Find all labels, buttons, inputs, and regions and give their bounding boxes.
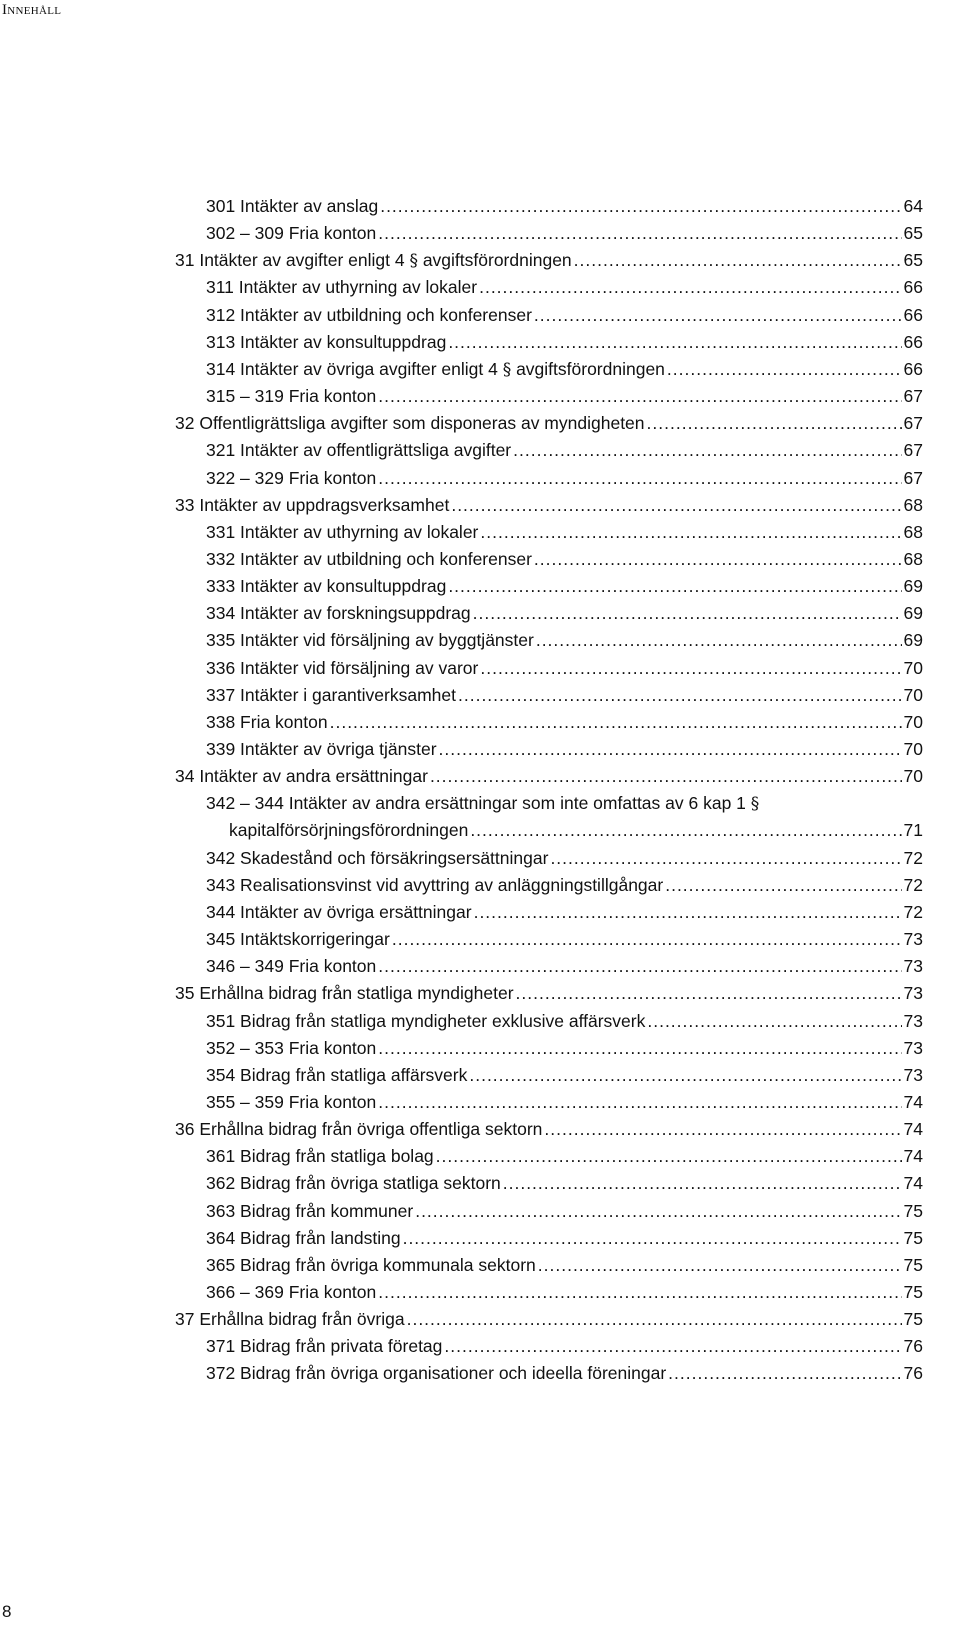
- toc-entry-label: 344 Intäkter av övriga ersättningar: [206, 901, 472, 922]
- toc-leader-dots: [378, 467, 901, 489]
- toc-entry[interactable]: [175, 249, 923, 272]
- toc-entry-page: 75: [903, 1309, 923, 1330]
- toc-entry-label: 331 Intäkter av uthyrning av lokaler: [206, 521, 479, 542]
- toc-entry-label: 343 Realisationsvinst vid avyttring av anläggningstillgångar: [206, 874, 664, 895]
- toc-entry-page: 66: [903, 331, 923, 352]
- toc-entry[interactable]: [206, 901, 923, 923]
- toc-entry[interactable]: [206, 1200, 923, 1222]
- toc-leader-dots: [473, 602, 902, 624]
- toc-entry-label: 336 Intäkter vid försäljning av varor: [206, 657, 479, 678]
- toc-entry[interactable]: [229, 819, 923, 841]
- toc-leader-dots: [534, 304, 902, 326]
- toc-entry-label: 332 Intäkter av utbildning och konferenser: [206, 548, 532, 569]
- toc-entry[interactable]: [206, 629, 923, 651]
- toc-entry[interactable]: [206, 711, 923, 733]
- toc-leader-dots: [534, 548, 902, 570]
- toc-entry-page: 68: [903, 494, 923, 515]
- toc-entry-label: 37 Erhållna bidrag från övriga: [175, 1309, 405, 1330]
- toc-entry[interactable]: [206, 331, 923, 353]
- toc-entry[interactable]: [206, 874, 923, 896]
- toc-entry-page: 75: [903, 1200, 923, 1221]
- toc-leader-dots: [378, 1281, 901, 1303]
- toc-entry-page: 66: [903, 277, 923, 298]
- toc-entry-page: 68: [903, 521, 923, 542]
- toc-entry[interactable]: [206, 1172, 923, 1194]
- toc-leader-dots: [574, 249, 902, 271]
- toc-entry[interactable]: [206, 467, 923, 489]
- toc-entry[interactable]: [206, 1064, 923, 1086]
- toc-entry-label: 346 – 349 Fria konton: [206, 956, 377, 977]
- toc-entry-page: 75: [903, 1254, 923, 1275]
- toc-entry[interactable]: [206, 847, 923, 869]
- toc-leader-dots: [403, 1227, 902, 1249]
- toc-entry-page: 74: [903, 1119, 923, 1140]
- toc-entry-page: 66: [903, 358, 923, 379]
- toc-entry-page: 74: [903, 1091, 923, 1112]
- toc-leader-dots: [436, 1145, 902, 1167]
- toc-leader-dots: [378, 1037, 901, 1059]
- toc-leader-dots: [544, 1118, 901, 1140]
- toc-leader-dots: [667, 358, 902, 380]
- page-number: 8: [2, 1602, 12, 1621]
- toc-entry[interactable]: [206, 738, 923, 760]
- toc-leader-dots: [458, 684, 902, 706]
- toc-entry-label: 314 Intäkter av övriga avgifter enligt 4 § avgiftsförordningen: [206, 358, 665, 380]
- toc-entry-label: 335 Intäkter vid försäljning av byggtjänster: [206, 630, 534, 651]
- toc-leader-dots: [378, 385, 901, 407]
- toc-leader-dots: [516, 982, 902, 1004]
- toc-entry[interactable]: [206, 548, 923, 570]
- toc-entry[interactable]: [206, 792, 923, 815]
- toc-entry[interactable]: [206, 1281, 923, 1303]
- toc-entry[interactable]: [206, 222, 923, 244]
- toc-entry-page: 75: [903, 1227, 923, 1248]
- toc-entry[interactable]: [206, 928, 923, 950]
- toc-leader-dots: [536, 629, 902, 651]
- toc-entry-page: 73: [903, 1064, 923, 1085]
- toc-entry-label: 364 Bidrag från landsting: [206, 1227, 401, 1248]
- toc-entry-page: 69: [903, 576, 923, 597]
- toc-leader-dots: [448, 575, 901, 597]
- toc-leader-dots: [479, 276, 901, 298]
- toc-entry-label: 337 Intäkter i garantiverksamhet: [206, 684, 456, 705]
- toc-leader-dots: [513, 439, 901, 461]
- toc-entry[interactable]: [206, 602, 923, 624]
- toc-entry-page: 73: [903, 956, 923, 977]
- toc-entry-page: 72: [903, 847, 923, 868]
- toc-entry-page: 67: [903, 467, 923, 488]
- toc-entry-label: kapitalförsörjningsförordningen: [229, 820, 469, 841]
- toc-entry-page: 69: [903, 630, 923, 651]
- toc-entry-label: 315 – 319 Fria konton: [206, 386, 377, 407]
- toc-leader-dots: [378, 222, 901, 244]
- toc-entry-page: 76: [903, 1363, 923, 1384]
- toc-leader-dots: [378, 955, 901, 977]
- toc-entry-page: 72: [903, 874, 923, 895]
- toc-entry-label: 354 Bidrag från statliga affärsverk: [206, 1064, 468, 1085]
- toc-entry-label: 342 – 344 Intäkter av andra ersättningar som inte omfattas av 6 kap 1 §: [206, 793, 760, 815]
- toc-entry[interactable]: [206, 1091, 923, 1113]
- toc-entry[interactable]: [206, 657, 923, 679]
- toc-leader-dots: [665, 874, 901, 896]
- toc-entry[interactable]: [206, 1254, 923, 1276]
- toc-entry[interactable]: [206, 521, 923, 543]
- toc-entry[interactable]: [206, 358, 923, 381]
- toc-leader-dots: [474, 901, 902, 923]
- toc-entry-page: 71: [903, 820, 923, 841]
- toc-leader-dots: [415, 1200, 901, 1222]
- toc-entry[interactable]: [175, 1118, 923, 1140]
- toc-leader-dots: [444, 1335, 901, 1357]
- toc-entry-page: 76: [903, 1336, 923, 1357]
- toc-leader-dots: [451, 494, 901, 516]
- toc-entry-label: 321 Intäkter av offentligrättsliga avgifter: [206, 440, 512, 461]
- toc-entry-page: 74: [903, 1173, 923, 1194]
- toc-leader-dots: [407, 1308, 902, 1330]
- toc-entry-label: 338 Fria konton: [206, 711, 328, 732]
- toc-leader-dots: [378, 1091, 901, 1113]
- toc-entry-page: 73: [903, 1010, 923, 1031]
- toc-leader-dots: [647, 412, 902, 434]
- toc-leader-dots: [538, 1254, 902, 1276]
- toc-entry-page: 65: [903, 250, 923, 271]
- toc-entry-page: 64: [903, 196, 923, 216]
- toc-entry-page: 65: [903, 223, 923, 244]
- toc-entry-label: 35 Erhållna bidrag från statliga myndigheter: [175, 983, 514, 1004]
- toc-entry-page: 67: [903, 413, 923, 434]
- toc-entry-label: 351 Bidrag från statliga myndigheter exklusive affärsverk: [206, 1010, 646, 1031]
- toc-leader-dots: [430, 765, 902, 787]
- toc-entry-label: 352 – 353 Fria konton: [206, 1037, 377, 1058]
- toc-entry-label: 342 Skadestånd och försäkringsersättningar: [206, 847, 549, 868]
- toc-leader-dots: [330, 711, 902, 733]
- toc-leader-dots: [469, 1064, 901, 1086]
- toc-entry-label: 311 Intäkter av uthyrning av lokaler: [206, 277, 478, 298]
- toc-entry-label: 365 Bidrag från övriga kommunala sektorn: [206, 1254, 536, 1275]
- toc-entry-label: 372 Bidrag från övriga organisationer och ideella föreningar: [206, 1363, 667, 1384]
- toc-entry[interactable]: [206, 1335, 923, 1357]
- toc-entry-label: 339 Intäkter av övriga tjänster: [206, 739, 437, 759]
- toc-entry-label: 371 Bidrag från privata företag: [206, 1336, 443, 1357]
- toc-entry-page: 73: [903, 929, 923, 950]
- toc-leader-dots: [550, 847, 901, 869]
- toc-entry-label: 33 Intäkter av uppdragsverksamhet: [175, 494, 450, 515]
- toc-leader-dots: [647, 1010, 901, 1032]
- toc-entry-label: 34 Intäkter av andra ersättningar: [175, 766, 428, 787]
- toc-entry-label: 301 Intäkter av anslag: [206, 196, 379, 216]
- toc-leader-dots: [439, 738, 902, 760]
- running-head: Innehåll: [2, 2, 62, 18]
- toc-entry-label: 362 Bidrag från övriga statliga sektorn: [206, 1173, 501, 1194]
- toc-leader-dots: [380, 195, 901, 217]
- toc-entry-page: 66: [903, 304, 923, 325]
- toc-entry-page: 70: [903, 711, 923, 732]
- toc-leader-dots: [668, 1362, 901, 1384]
- toc-entry-label: 312 Intäkter av utbildning och konferenser: [206, 304, 532, 325]
- toc-entry-label: 361 Bidrag från statliga bolag: [206, 1146, 434, 1167]
- toc-entry-page: 70: [903, 684, 923, 705]
- toc-entry[interactable]: [175, 412, 923, 434]
- toc-entry-label: 334 Intäkter av forskningsuppdrag: [206, 603, 471, 624]
- toc-entry[interactable]: [206, 684, 923, 706]
- toc-entry-page: 70: [903, 766, 923, 787]
- toc-entry-page: 68: [903, 548, 923, 569]
- toc-entry-page: 75: [903, 1282, 923, 1302]
- toc-leader-dots: [448, 331, 901, 353]
- toc-entry-page: 73: [903, 1037, 923, 1058]
- toc-entry-page: 69: [903, 603, 923, 624]
- toc-entry-label: 313 Intäkter av konsultuppdrag: [206, 331, 447, 352]
- toc-entry[interactable]: [206, 575, 923, 597]
- toc-entry-label: 32 Offentligrättsliga avgifter som disponeras av myndigheten: [175, 413, 645, 434]
- toc-entry-page: 67: [903, 386, 923, 407]
- toc-entry[interactable]: [206, 1037, 923, 1059]
- toc-entry-page: 70: [903, 657, 923, 678]
- toc-entry[interactable]: [175, 982, 923, 1004]
- toc-entry-label: 333 Intäkter av konsultuppdrag: [206, 576, 447, 597]
- toc-entry[interactable]: [175, 494, 923, 516]
- toc-entry-page: 70: [903, 739, 923, 759]
- toc-entry-page: 67: [903, 440, 923, 461]
- toc-entry[interactable]: [175, 1308, 923, 1330]
- toc-entry[interactable]: [206, 304, 923, 326]
- toc-leader-dots: [480, 657, 901, 679]
- toc-entry[interactable]: [206, 1362, 923, 1384]
- toc-entry-label: 322 – 329 Fria konton: [206, 467, 377, 488]
- toc-entry[interactable]: [206, 439, 923, 461]
- toc-entry[interactable]: [206, 276, 923, 298]
- toc-leader-dots: [503, 1172, 902, 1194]
- toc-entry-label: 31 Intäkter av avgifter enligt 4 § avgiftsförordningen: [175, 250, 572, 272]
- toc-leader-dots: [480, 521, 901, 543]
- toc-entry-label: 345 Intäktskorrigeringar: [206, 929, 390, 950]
- toc-entry-label: 355 – 359 Fria konton: [206, 1091, 377, 1112]
- toc-entry-page: 74: [903, 1146, 923, 1167]
- toc-entry-label: 36 Erhållna bidrag från övriga offentliga sektorn: [175, 1119, 543, 1140]
- toc-entry[interactable]: [206, 1010, 923, 1032]
- toc-entry[interactable]: [206, 195, 923, 217]
- toc-leader-dots: [392, 928, 902, 950]
- toc-entry-page: 72: [903, 901, 923, 922]
- toc-entry[interactable]: [175, 765, 923, 787]
- toc-entry-page: 73: [903, 983, 923, 1004]
- toc-entry-label: 363 Bidrag från kommuner: [206, 1200, 414, 1221]
- toc-entry[interactable]: [206, 1145, 923, 1167]
- toc-entry[interactable]: [206, 955, 923, 977]
- toc-entry-label: 366 – 369 Fria konton: [206, 1282, 377, 1302]
- toc-entry-label: 302 – 309 Fria konton: [206, 223, 377, 244]
- toc-leader-dots: [470, 819, 901, 841]
- toc-entry[interactable]: [206, 1227, 923, 1249]
- toc-entry[interactable]: [206, 385, 923, 407]
